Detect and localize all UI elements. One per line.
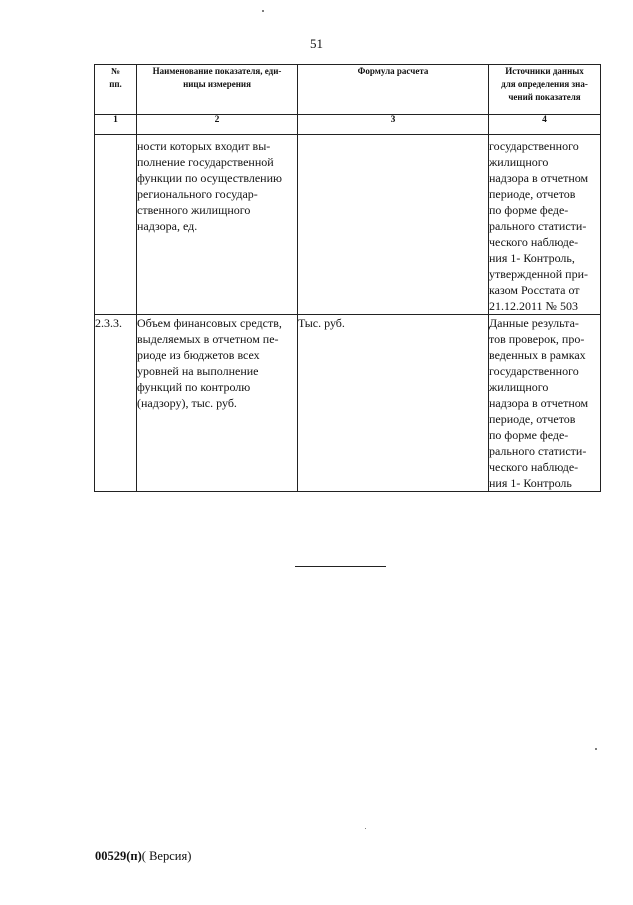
column-number: 4: [489, 115, 601, 135]
column-number: 2: [137, 115, 298, 135]
header-formula: Формула расчета: [298, 65, 489, 115]
scan-speck: [365, 828, 366, 829]
document-code-number: 00529(п): [95, 849, 142, 863]
data-source: Данные результа- тов проверок, про- веденных в рамках государственного жилищного надзора в отчетном периоде, отчетов по форме феде- рального статисти- ческого наблюде- ния 1- Контроль: [489, 315, 601, 492]
header-data-sources: Источники данных для определения зна- чений показателя: [489, 65, 601, 115]
scan-speck: [595, 748, 597, 750]
calculation-formula: [298, 135, 489, 315]
page-number: 51: [310, 36, 323, 51]
column-number: 1: [95, 115, 137, 135]
indicator-name: ности которых входит вы- полнение государственной функции по осуществлению регионального государ- ственного жилищного надзора, ед.: [137, 135, 298, 315]
document-code-version: ( Версия): [141, 849, 192, 863]
indicator-name: Объем финансовых средств, выделяемых в отчетном пе- риоде из бюджетов всех уровней на выполнение функций по контролю (надзору), тыс. руб.: [137, 315, 298, 492]
column-number: 3: [298, 115, 489, 135]
header-indicator-name: Наименование показателя, еди- ницы измерения: [137, 65, 298, 115]
table-row: [95, 135, 601, 315]
data-source: государственного жилищного надзора в отчетном периоде, отчетов по форме феде- рального статисти- ческого наблюде- ния 1- Контроль, утвержденной при- казом Росстата от 21.12.2011 № 503: [489, 135, 601, 315]
row-number: 2.3.3.: [95, 315, 137, 492]
scan-speck: [262, 10, 264, 12]
document-code: [95, 849, 191, 864]
row-number: [95, 135, 137, 315]
separator-line: [295, 566, 386, 567]
column-number-row: [95, 115, 601, 135]
calculation-formula: Тыс. руб.: [298, 315, 489, 492]
table-row: [95, 315, 601, 492]
indicators-table: [94, 64, 601, 492]
table-header-row: [95, 65, 601, 115]
header-number: № пп.: [95, 65, 137, 115]
